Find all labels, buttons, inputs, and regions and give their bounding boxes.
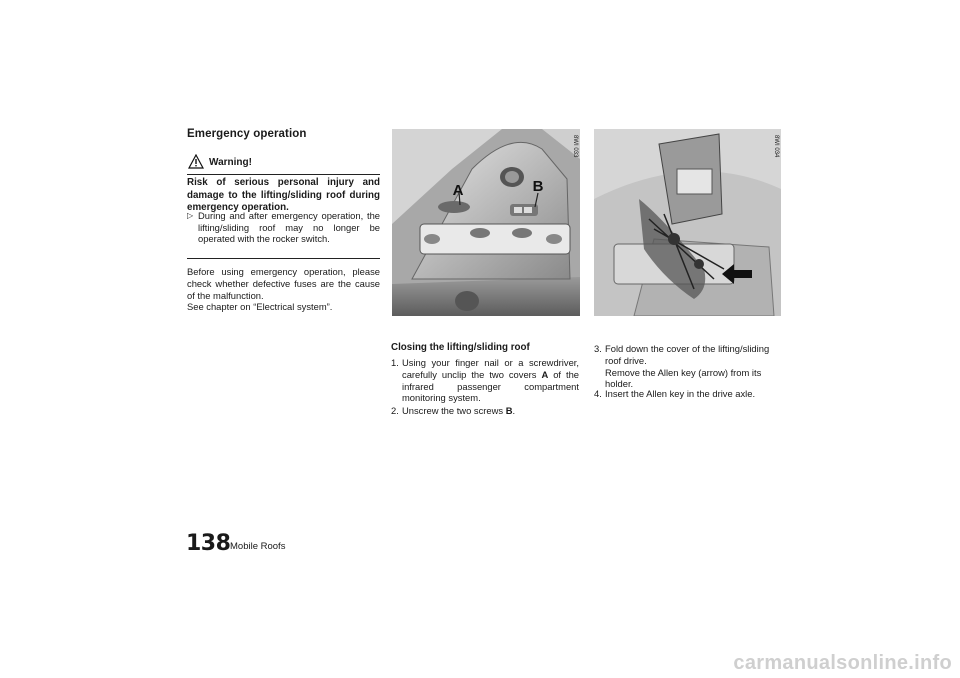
chapter-label: Mobile Roofs	[230, 541, 286, 552]
subsection-title: Closing the lifting/sliding roof	[391, 342, 530, 353]
page-number: 138	[186, 531, 231, 556]
bullet-text: During and after emergency operation, the lifting/sliding roof may no longer be operated with the rocker switch.	[198, 210, 380, 244]
figure-code: 8WI 033	[572, 135, 578, 158]
step-4	[594, 388, 782, 400]
roof-drive-illustration	[594, 129, 781, 316]
step-3	[594, 343, 782, 390]
step-number: 3.	[594, 343, 602, 354]
console-illustration	[392, 129, 580, 316]
step-2	[391, 405, 579, 417]
figure-label-b: B	[532, 178, 544, 195]
bullet-item	[187, 210, 380, 245]
figure-label-a: A	[452, 182, 464, 199]
step-text: Fold down the cover of the lifting/sliding roof drive.	[605, 343, 770, 366]
warning-header	[187, 154, 380, 175]
step-1	[391, 357, 579, 404]
divider	[187, 258, 380, 259]
figure-code-2: 8WI 034	[773, 135, 779, 158]
step-text-2: Remove the Allen key (arrow) from its holder.	[605, 366, 762, 390]
warning-label: Warning!	[209, 157, 252, 168]
figure-console-photo	[392, 129, 580, 316]
figure-roof-drive-photo	[594, 129, 781, 316]
intro-paragraph	[187, 266, 380, 313]
step-number: 4.	[594, 388, 602, 399]
step-text: Using your finger nail or a screwdriver, carefully unclip the two covers A of the infrared passenger compartment monitoring system.	[402, 357, 580, 404]
cross-reference: See chapter on “Electrical system”.	[187, 301, 333, 313]
bullet-arrow-icon: ▷	[187, 211, 194, 220]
warning-triangle-icon	[188, 154, 204, 169]
step-number: 2.	[391, 405, 399, 416]
step-text: Unscrew the two screws B.	[402, 405, 516, 416]
step-number: 1.	[391, 357, 399, 368]
warning-text: Risk of serious personal injury and damage to the lifting/sliding roof during emergency operation.	[187, 177, 380, 213]
section-title: Emergency operation	[187, 128, 307, 140]
intro-text: Before using emergency operation, please check whether defective fuses are the cause of the malfunction.	[187, 266, 380, 301]
step-text: Insert the Allen key in the drive axle.	[605, 388, 756, 399]
watermark: carmanualsonline.info	[733, 652, 952, 674]
